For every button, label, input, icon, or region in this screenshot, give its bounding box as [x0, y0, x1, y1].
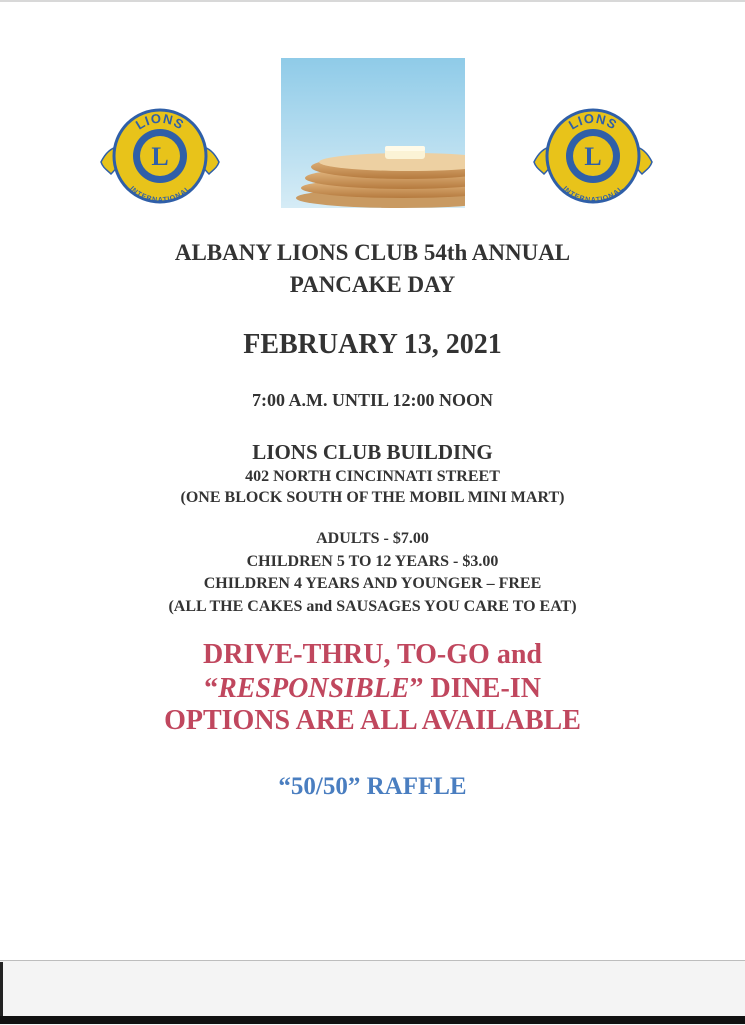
open-quote: “ [204, 673, 219, 704]
pancake-stack-image [281, 58, 465, 208]
building-name: LIONS CLUB BUILDING [252, 440, 493, 464]
scan-left-edge [0, 962, 3, 1024]
price-children-4-under: CHILDREN 4 YEARS AND YOUNGER – FREE [203, 575, 542, 592]
all-you-can-eat-note: (ALL THE CAKES and SAUSAGES YOU CARE TO EAT) [168, 598, 577, 615]
responsible-emphasis: RESPONSIBLE [218, 673, 410, 704]
scan-bottom-edge [0, 1016, 745, 1024]
logo-top-text: LIONS [132, 110, 187, 133]
lions-logo-right [530, 100, 656, 212]
event-date: FEBRUARY 13, 2021 [243, 329, 502, 360]
logo-letter: L [151, 142, 169, 171]
logo-top-text: LIONS [565, 110, 620, 133]
lions-logo-left [97, 100, 223, 212]
logo-bottom-text: INTERNATIONAL [561, 185, 625, 204]
raffle-text: “50/50” RAFFLE [278, 773, 467, 800]
title-line-2: PANCAKE DAY [289, 272, 456, 297]
logo-letter: L [584, 142, 602, 171]
options-line-3: OPTIONS ARE ALL AVAILABLE [164, 705, 581, 736]
directions: (ONE BLOCK SOUTH OF THE MOBIL MINI MART) [180, 489, 565, 506]
options-line-2 [0, 673, 745, 705]
scan-edge-top [0, 0, 745, 2]
event-time: 7:00 A.M. UNTIL 12:00 NOON [251, 390, 493, 410]
price-adults: ADULTS - $7.00 [316, 530, 429, 547]
options-line-2-rest: ” DINE-IN [409, 673, 541, 704]
price-children-5-12: CHILDREN 5 TO 12 YEARS - $3.00 [246, 553, 499, 570]
title-line-1: ALBANY LIONS CLUB 54th ANNUAL [174, 240, 571, 265]
options-line-1: DRIVE-THRU, TO-GO and [203, 639, 542, 670]
logo-bottom-text: INTERNATIONAL [128, 185, 192, 204]
street-address: 402 NORTH CINCINNATI STREET [245, 468, 500, 485]
